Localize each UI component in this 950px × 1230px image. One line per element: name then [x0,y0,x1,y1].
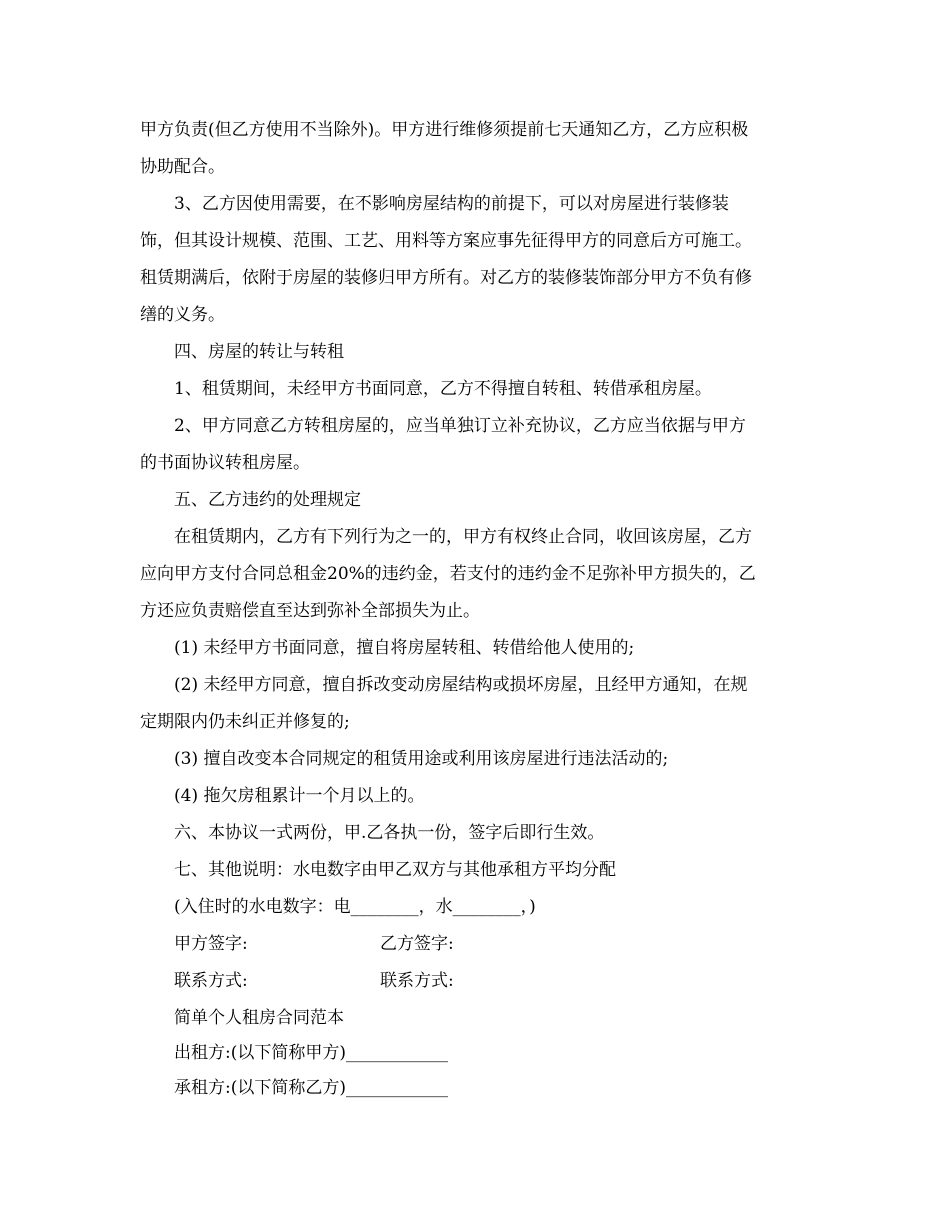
violation-item-2: (2) 未经甲方同意，擅自拆改变动房屋结构或损坏房屋，且经甲方通知，在规 [174,675,748,695]
section-heading-6: 六、本协议一式两份，甲.乙各执一份，签字后即行生效。 [174,823,605,843]
text-line: 甲方负责(但乙方使用不当除外)。甲方进行维修须提前七天通知乙方，乙方应积极 [140,120,749,140]
party-b-signature-label: 乙方签字: [380,934,454,954]
text-line: 协助配合。 [140,157,225,177]
clause-4-2: 2、甲方同意乙方转租房屋的，应当单独订立补充协议，乙方应当依据与甲方 [174,416,746,436]
violation-item-1: (1) 未经甲方书面同意，擅自将房屋转租、转借给他人使用的; [174,638,635,658]
utility-readings: (入住时的水电数字：电________，水________，) [174,897,536,917]
document-body [140,118,812,1111]
violation-item-3: (3) 擅自改变本合同规定的租赁用途或利用该房屋进行违法活动的; [174,749,669,769]
text-line: 应向甲方支付合同总租金20%的违约金，若支付的违约金不足弥补甲方损失的，乙 [140,564,756,584]
text-line: 方还应负责赔偿直至达到弥补全部损失为止。 [140,601,480,621]
party-b-contact-label: 联系方式: [380,971,454,991]
clause-3: 3、乙方因使用需要，在不影响房屋结构的前提下，可以对房屋进行装修装 [174,194,729,214]
text-line: 的书面协议转租房屋。 [140,453,310,473]
text-line: 在租赁期内，乙方有下列行为之一的，甲方有权终止合同，收回该房屋，乙方 [174,527,752,547]
signature-row [140,932,812,956]
section-heading-5: 五、乙方违约的处理规定 [174,490,361,510]
lessee-line: 承租方:(以下简称乙方)____________ [174,1078,448,1098]
clause-4-1: 1、租赁期间，未经甲方书面同意，乙方不得擅自转租、转借承租房屋。 [174,379,712,399]
contract-title: 简单个人租房合同范本 [174,1008,344,1028]
text-line: 缮的义务。 [140,305,225,325]
section-heading-4: 四、房屋的转让与转租 [174,342,344,362]
violation-item-4: (4) 拖欠房租累计一个月以上的。 [174,786,425,806]
text-line: 饰，但其设计规模、范围、工艺、用料等方案应事先征得甲方的同意后方可施工。 [140,231,752,251]
contact-row [140,969,812,993]
party-a-signature-label: 甲方签字: [174,934,248,954]
section-heading-7: 七、其他说明：水电数字由甲乙双方与其他承租方平均分配 [174,860,616,880]
party-a-contact-label: 联系方式: [174,971,248,991]
lessor-line: 出租方:(以下简称甲方)____________ [174,1043,448,1063]
text-line: 定期限内仍未纠正并修复的; [140,712,350,732]
text-line: 租赁期满后，依附于房屋的装修归甲方所有。对乙方的装修装饰部分甲方不负有修 [140,268,752,288]
